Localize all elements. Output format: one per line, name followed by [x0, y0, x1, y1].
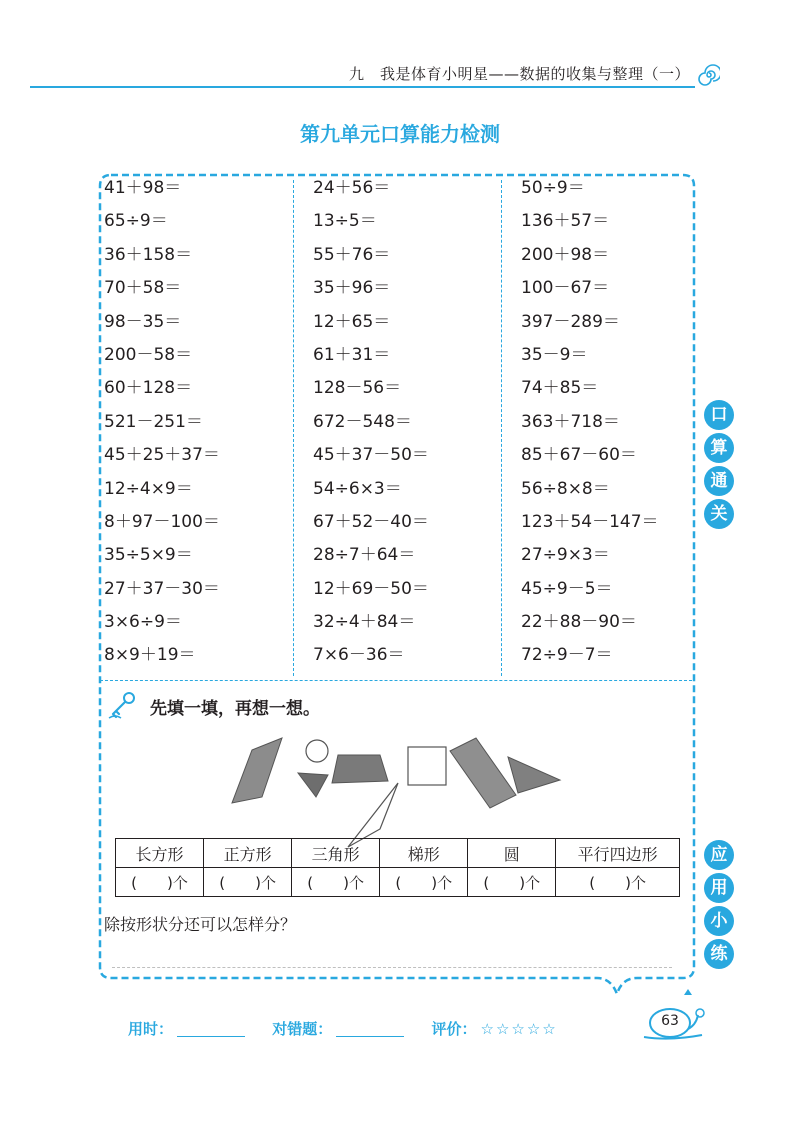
problem: 24＋56＝: [313, 178, 391, 198]
header-rule: [30, 86, 695, 88]
problem: 36＋158＝: [104, 244, 193, 265]
problem: 32÷4＋84＝: [313, 612, 416, 633]
section-divider: [100, 680, 692, 681]
problem: 521－251＝: [104, 411, 203, 432]
count-blank[interactable]: ( )个: [292, 868, 380, 897]
time-label: 用时：: [128, 1020, 174, 1038]
problem-column-2: [313, 178, 513, 679]
problem: 3×6÷9＝: [104, 612, 182, 633]
table-header-cell: 正方形: [204, 839, 292, 868]
count-blank[interactable]: ( )个: [380, 868, 468, 897]
problem: 45＋37－50＝: [313, 445, 429, 466]
problem: 397－289＝: [521, 311, 620, 332]
problem: 100－67＝: [521, 278, 610, 299]
side-badge-lian: 练: [704, 939, 734, 969]
problem: 65÷9＝: [104, 211, 168, 232]
problem: 35－9＝: [521, 344, 588, 365]
answer-line[interactable]: [112, 967, 672, 968]
problem: 13÷5＝: [313, 211, 377, 232]
problem: 123＋54－147＝: [521, 511, 659, 532]
errors-label: 对错题：: [272, 1020, 333, 1038]
problem: 136＋57＝: [521, 211, 610, 232]
problem: 98－35＝: [104, 311, 182, 332]
side-badge-kou: 口: [704, 400, 734, 430]
shape-count-table: [115, 838, 680, 897]
errors-blank[interactable]: [336, 1022, 404, 1037]
problem: 56÷8×8＝: [521, 478, 610, 499]
instruction-text: 先填一填，再想一想。: [150, 699, 320, 719]
problem: 74＋85＝: [521, 378, 599, 399]
problem: 12＋65＝: [313, 311, 391, 332]
running-header: [0, 60, 800, 90]
side-badge-xiao: 小: [704, 906, 734, 936]
key-icon: [105, 688, 141, 724]
problem: 8＋97－100＝: [104, 511, 220, 532]
problem-column-3: [521, 178, 721, 679]
table-header-cell: 长方形: [116, 839, 204, 868]
problem: 128－56＝: [313, 378, 402, 399]
side-badge-guan: 关: [704, 499, 734, 529]
problem: 50÷9＝: [521, 178, 585, 198]
problem: 27＋37－30＝: [104, 578, 220, 599]
triangle-shape-gray: [508, 757, 560, 793]
table-header-cell: 平行四边形: [556, 839, 680, 868]
problem: 28÷7＋64＝: [313, 545, 416, 566]
problem: 45÷9－5＝: [521, 578, 613, 599]
problem: 200－58＝: [104, 344, 193, 365]
problem: 672－548＝: [313, 411, 412, 432]
rectangle-shape: [450, 738, 516, 808]
side-badge-ying: 应: [704, 840, 734, 870]
problem: 7×6－36＝: [313, 645, 405, 666]
problem: 35＋96＝: [313, 278, 391, 299]
chapter-title: 九 我是体育小明星——数据的收集与整理（一）: [348, 65, 690, 83]
trapezoid-shape: [332, 755, 388, 783]
problem: 22＋88－90＝: [521, 612, 637, 633]
problem: 45＋25＋37＝: [104, 445, 220, 466]
problem: 72÷9－7＝: [521, 645, 613, 666]
problem: 67＋52－40＝: [313, 511, 429, 532]
table-header-cell: 三角形: [292, 839, 380, 868]
problem: 55＋76＝: [313, 244, 391, 265]
square-shape: [408, 747, 446, 785]
side-badge-yong: 用: [704, 873, 734, 903]
parallelogram-shape: [232, 738, 282, 803]
table-header-cell: 梯形: [380, 839, 468, 868]
problem: 35÷5×9＝: [104, 545, 193, 566]
side-badge-suan: 算: [704, 433, 734, 463]
footer: [128, 1018, 558, 1039]
problem: 85＋67－60＝: [521, 445, 637, 466]
problem: 12＋69－50＝: [313, 578, 429, 599]
triangle-shape-dark: [298, 773, 328, 797]
side-badge-tong: 通: [704, 466, 734, 496]
shapes-illustration: [220, 735, 570, 850]
table-count-row: [116, 868, 680, 897]
problem-column-1: [104, 178, 304, 679]
table-header-cell: 圆: [468, 839, 556, 868]
problem: 363＋718＝: [521, 411, 620, 432]
count-blank[interactable]: ( )个: [468, 868, 556, 897]
count-blank[interactable]: ( )个: [556, 868, 680, 897]
circle-shape: [306, 740, 328, 762]
table-header-row: [116, 839, 680, 868]
problem: 200＋98＝: [521, 244, 610, 265]
rating-stars-icon[interactable]: ☆☆☆☆☆: [480, 1020, 558, 1038]
count-blank[interactable]: ( )个: [116, 868, 204, 897]
problem: 27÷9×3＝: [521, 545, 610, 566]
question-text: 除按形状分还可以怎样分？: [104, 915, 297, 934]
problem: 61＋31＝: [313, 344, 391, 365]
time-blank[interactable]: [177, 1022, 245, 1037]
problem: 70＋58＝: [104, 278, 182, 299]
page-title: 第九单元口算能力检测: [300, 122, 500, 146]
problem: 54÷6×3＝: [313, 478, 402, 499]
page-number: 63: [661, 1013, 679, 1029]
problem: 41＋98＝: [104, 178, 182, 198]
rating-label: 评价：: [431, 1020, 477, 1038]
problem: 60＋128＝: [104, 378, 193, 399]
problem: 12÷4×9＝: [104, 478, 193, 499]
count-blank[interactable]: ( )个: [204, 868, 292, 897]
problem: 8×9＋19＝: [104, 645, 196, 666]
spiral-icon: [698, 64, 720, 86]
